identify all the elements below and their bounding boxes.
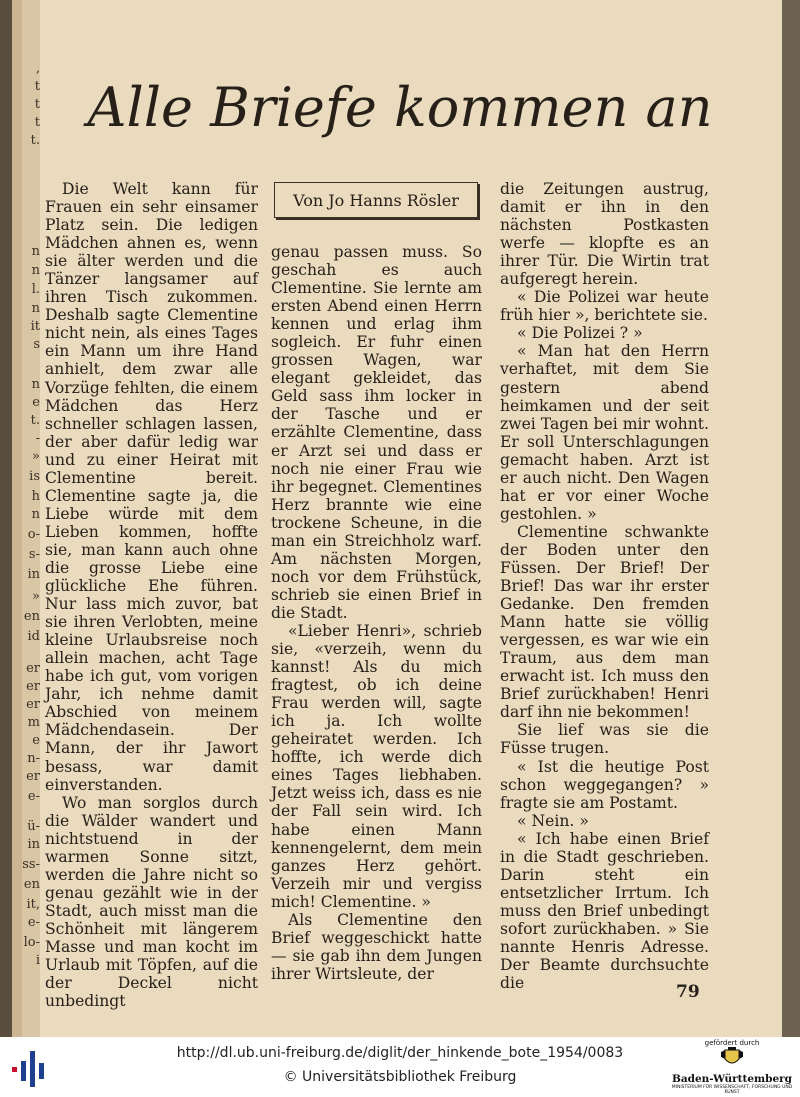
margin-fragment: h [31, 489, 40, 504]
margin-fragment: n [31, 377, 40, 392]
byline-box [274, 182, 478, 218]
paragraph: « Ist die heutige Post schon weggegangen? » fragte sie am Postamt. [500, 757, 709, 812]
paragraph: « Man hat den Herrn verhaftet, mit dem Sie gestern abend heimkamen und der seit zwei Tagen bei mir wohnt. Er soll Unterschlagungen gemacht haben. Arzt ist er auch nicht. Den Wagen hat er vor einer Woche gestohlen. » [500, 342, 709, 523]
copyright-notice: © Universitätsbibliothek Freiburg [283, 1069, 517, 1085]
paragraph: Wo man sorglos durch die Wälder wandert und nichtstuend in der warmen Sonne sitzt, werden die Jahre nicht so genau gezählt wie in der Stadt, auch misst man die Schönheit mit längerem Masse und man kocht im Urlaub mit Töpfen, auf die der Deckel nicht unbedingt [45, 793, 258, 1011]
margin-fragment: - [35, 431, 40, 446]
margin-fragment: n [31, 244, 40, 259]
column-1 [45, 180, 258, 1010]
paragraph: genau passen muss. So geschah es auch Clementine. Sie lernte am ersten Abend einen Herrn kennen und erlag ihm sogleich. Er fuhr einen grossen Wagen, war elegant gekleidet, das Geld sass ihm locker in der Tasche und er erzählte Clementine, dass er Arzt sei und dass er noch nie einer Frau wie ihr begegnet. Clementines Herz brannte wie eine trockene Scheune, in die man ein Streichholz warf. Am nächsten Morgen, noch vor dem Frühstück, schrieb sie einen Brief in die Stadt. [271, 243, 482, 622]
column-2 [271, 243, 482, 983]
margin-fragment: s- [28, 547, 40, 562]
margin-fragment: ss- [22, 857, 40, 872]
book-spine [0, 0, 12, 1037]
paragraph: Als Clementine den Brief weggeschickt hatte — sie gab ihn dem Jungen ihrer Wirtsleute, der [271, 910, 482, 983]
margin-fragment: s [33, 337, 40, 352]
margin-fragment: , [35, 61, 40, 76]
margin-fragment: er [26, 661, 40, 676]
margin-fragment: ü- [27, 819, 40, 834]
paragraph: die Zeitungen austrug, damit er ihn in den nächsten Postkasten werfe — klopfte es an ihrer Tür. Die Wirtin trat aufgeregt herein. [500, 180, 709, 289]
margin-fragment: en [23, 609, 40, 624]
margin-fragment: m [27, 715, 40, 730]
coat-of-arms-icon [717, 1047, 747, 1069]
paragraph: « Die Polizei ? » [517, 324, 643, 343]
margin-fragment: t. [30, 133, 40, 148]
margin-fragment: in [27, 567, 40, 582]
article-title [87, 48, 713, 158]
previous-page-edge [22, 0, 40, 1037]
margin-fragment: in [27, 837, 40, 852]
funder-logo [668, 1039, 796, 1095]
margin-fragment: it [30, 319, 40, 334]
margin-fragment: er [26, 679, 40, 694]
article-title-text: Alle Briefe kommen an [87, 76, 713, 139]
margin-fragment: e- [27, 789, 40, 804]
paragraph: Sie lief was sie die Füsse trugen. [500, 721, 709, 758]
margin-fragment: er [26, 697, 40, 712]
paragraph: Clementine schwankte der Boden unter den Füssen. Der Brief! Der Brief! Das war ihr erster Gedanke. Den fremden Mann hatte sie völlig vergessen, es war wie ein Traum, aus dem man erwacht ist. Ich muss den Brief zurückhaben! Henri darf ihn nie bekommen! [500, 522, 709, 722]
permalink-link[interactable]: http://dl.ub.uni-freiburg.de/diglit/der_hinkende_bote_1954/0083 [176, 1045, 624, 1061]
margin-fragment: n- [27, 751, 40, 766]
margin-fragment: er [26, 769, 40, 784]
paragraph: «Lieber Henri», schrieb sie, «verzeih, wenn du kannst! Als du mich fragtest, ob ich deine Frau werden will, sagte ich ja. Ich wollte geheiratet werden. Ich hoffte, ich werde dich eines Tages liebhaben. Jetzt weiss ich, dass es nie der Fall sein wird. Ich habe einen Mann kennengelernt, dem mein ganzes Herz gehört. Verzeih mir und vergiss mich! Clementine. » [271, 621, 482, 911]
margin-fragment: is [29, 469, 40, 484]
column-3 [500, 180, 709, 992]
margin-fragment: t [34, 115, 40, 130]
paragraph: « Ich habe einen Brief in die Stadt geschrieben. Darin steht ein entsetzlicher Irrtum. Ich muss den Brief unbedingt sofort zurückhaben. » Sie nannte Henris Adresse. Der Beamte durchsuchte die [500, 829, 709, 993]
page-right-edge [782, 0, 800, 1037]
viewer-footer [0, 1037, 800, 1097]
margin-fragment: en [23, 877, 40, 892]
margin-fragment: n [31, 507, 40, 522]
margin-fragment: l. [31, 282, 40, 297]
margin-fragment: id [27, 629, 40, 644]
paragraph: « Nein. » [517, 811, 589, 830]
margin-fragment: it, [26, 897, 40, 912]
funder-ministry: MINISTERIUM FÜR WISSENSCHAFT, FORSCHUNG UND KUNST [671, 1085, 793, 1095]
binding-strip [12, 0, 22, 1037]
margin-fragment: t. [30, 413, 40, 428]
margin-fragment: i [35, 953, 40, 968]
margin-fragment: n [31, 263, 40, 278]
funder-name: Baden-Württemberg [671, 1073, 793, 1085]
paragraph: « Die Polizei war heute früh hier », berichtete sie. [500, 288, 709, 325]
margin-fragment: e [32, 733, 40, 748]
funder-label: gefördert durch [704, 1039, 760, 1047]
paragraph: Die Welt kann für Frauen ein sehr einsamer Platz sein. Die ledigen Mädchen ahnen es, wenn sie älter werden und die Tänzer langsamer auf ihren Tisch zukommen. Deshalb sagte Clementine nicht nein, als eines Tages ein Mann um ihre Hand anhielt, dem zwar alle Vorzüge fehlten, die einem Mädchen das Herz schneller schlagen lassen, der aber dafür ledig war und zu einer Heirat mit Clementine bereit. Clementine sagte ja, die Liebe würde mit dem Lieben kommen, hoffte sie, man kann auch ohne die grosse Liebe eine glückliche Ehe führen. Nur lass mich zuvor, bat sie ihren Verlobten, meine kleine Urlaubsreise noch allein machen, acht Tage habe ich gut, vom vorigen Jahr, ich nehme damit Abschied von meinem Mädchendasein. Der Mann, der ihr Jawort besass, war damit einverstanden. [45, 180, 258, 794]
byline: Von Jo Hanns Rösler [293, 190, 459, 210]
margin-fragment: t [34, 79, 40, 94]
page-number: 79 [676, 982, 700, 1002]
margin-fragment: t [34, 97, 40, 112]
margin-fragment: » [32, 449, 40, 464]
margin-fragment: lo- [23, 935, 40, 950]
margin-fragment: e- [27, 915, 40, 930]
margin-fragment: e [32, 395, 40, 410]
margin-fragment: o- [27, 527, 40, 542]
margin-fragment: » [32, 589, 40, 604]
margin-fragment: n [31, 301, 40, 316]
